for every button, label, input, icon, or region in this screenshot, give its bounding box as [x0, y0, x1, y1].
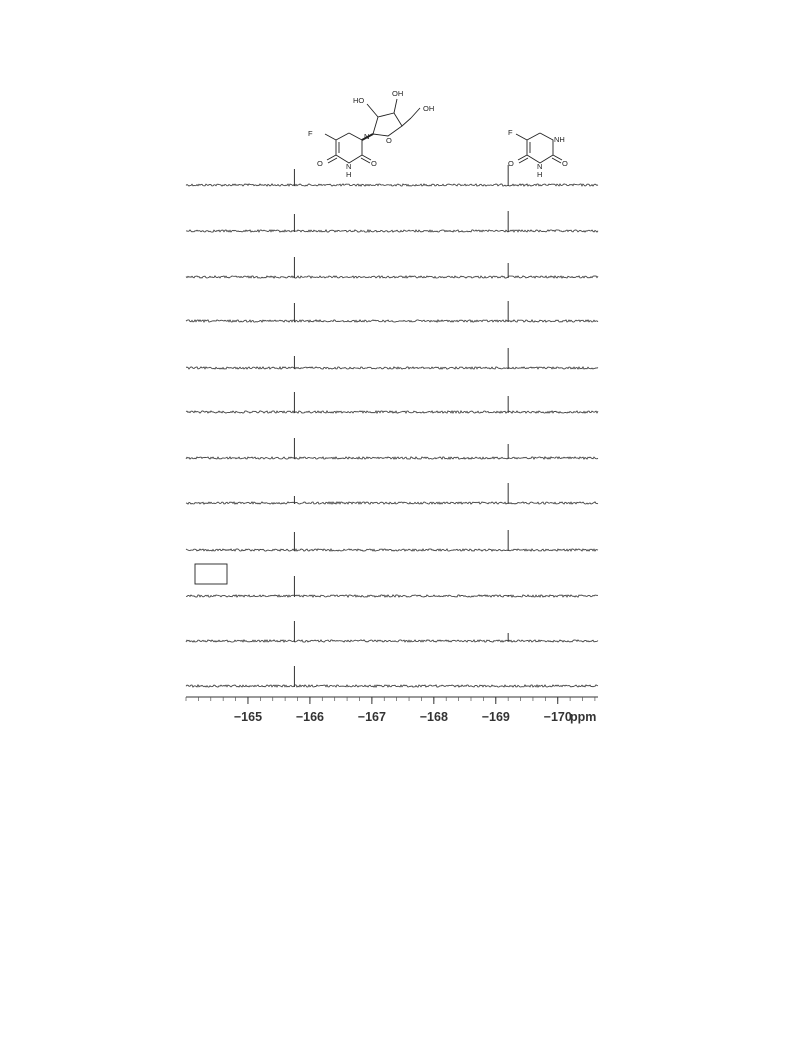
atom-label-f: F	[308, 129, 313, 138]
x-axis-minor-ticks	[186, 697, 595, 701]
atom-label-n3: N	[537, 162, 543, 171]
atom-label-o2: O	[562, 159, 568, 168]
spectrum-trace-8	[186, 502, 598, 504]
fluorouracil-atom-labels	[508, 128, 568, 179]
spectrum-trace-7	[186, 457, 598, 459]
atom-label-oh-2: OH	[392, 89, 404, 98]
atom-label-h: H	[537, 170, 543, 179]
atom-label-n1: N	[364, 132, 370, 141]
spectrum-trace-9	[186, 549, 598, 551]
atom-label-n3: N	[346, 162, 352, 171]
x-axis-tick-labels	[234, 710, 572, 724]
x-tick-label: −167	[357, 710, 386, 724]
atom-label-f: F	[508, 128, 513, 137]
spectrum-trace-5	[186, 367, 598, 369]
atom-label-h: H	[346, 170, 352, 179]
atom-label-oh-3: OH	[423, 104, 435, 113]
annotation-box	[195, 564, 227, 584]
atom-label-ring-o: O	[386, 136, 392, 145]
x-axis-unit-label: ppm	[570, 710, 597, 724]
spectrum-trace-4	[186, 320, 598, 322]
x-tick-label: −170	[543, 710, 572, 724]
fluorouridine-structure	[325, 99, 420, 163]
x-tick-label: −169	[481, 710, 510, 724]
spectrum-trace-3	[186, 276, 598, 278]
atom-label-o4: O	[317, 159, 323, 168]
x-tick-label: −165	[233, 710, 263, 724]
spectrum-trace-1	[186, 184, 598, 186]
atom-label-o2: O	[371, 159, 377, 168]
atom-label-nh: NH	[554, 135, 565, 144]
spectrum-trace-10	[186, 595, 598, 597]
x-axis	[186, 697, 598, 724]
spectrum-trace-2	[186, 230, 598, 232]
x-tick-label: −168	[419, 710, 448, 724]
x-tick-label: −166	[295, 710, 324, 724]
atom-label-ho: HO	[353, 96, 365, 105]
spectrum-trace-11	[186, 640, 598, 642]
atom-label-o4: O	[508, 159, 514, 168]
spectra-traces	[186, 165, 598, 687]
spectrum-trace-12	[186, 685, 598, 687]
x-axis-major-ticks	[248, 697, 558, 704]
spectrum-trace-6	[186, 411, 598, 413]
